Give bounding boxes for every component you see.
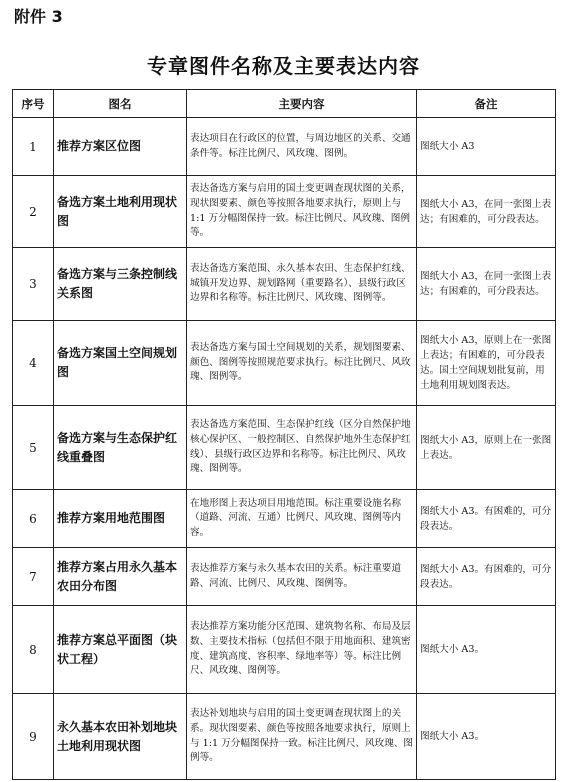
row-number: 1 xyxy=(13,118,54,176)
drawing-remark: 图纸大小 A3，在同一张图上表达；有困难的，可分段表达。 xyxy=(417,176,556,248)
drawing-name: 推荐方案占用永久基本农田分布图 xyxy=(54,548,187,606)
drawing-name: 永久基本农田补划地块土地利用现状图 xyxy=(54,694,187,780)
table-row xyxy=(13,118,556,176)
drawing-content: 表达备选方案与国土空间规划的关系，规划图要素、颜色、图例等按照规范要求执行。标注比例尺、风玫瑰、图例等。 xyxy=(187,321,417,406)
row-number: 4 xyxy=(13,321,54,406)
drawing-name: 推荐方案区位图 xyxy=(54,118,187,176)
drawing-content: 表达备选方案与启用的国土变更调查现状图的关系，现状图要素、颜色等按照各地要求执行，原则上与 1:1 万分幅图保持一致。标注比例尺、风玫瑰、图例等。 xyxy=(187,176,417,248)
row-number: 6 xyxy=(13,490,54,548)
attachment-label: 附件 3 xyxy=(14,7,63,26)
table-row xyxy=(13,176,556,248)
drawing-content: 表达项目在行政区的位置，与周边地区的关系、交通条件等。标注比例尺、风玫瑰、图例。 xyxy=(187,118,417,176)
drawing-content: 表达备选方案范围、永久基本农田、生态保护红线、城镇开发边界、规划路网（重要路名）、县级行政区边界和名称等。标注比例尺、风玫瑰、图例等。 xyxy=(187,248,417,321)
table-row xyxy=(13,490,556,548)
drawing-remark: 图纸大小 A3。 xyxy=(417,606,556,694)
table-row xyxy=(13,694,556,780)
drawing-remark: 图纸大小 A3，原则上在一张图上表达。 xyxy=(417,406,556,490)
drawing-remark: 图纸大小 A3。有困难的，可分段表达。 xyxy=(417,490,556,548)
drawing-content: 在地形图上表达项目用地范围。标注重要设施名称（道路、河流、互通）比例尺、风玫瑰、图例等内容。 xyxy=(187,490,417,548)
drawing-content: 表达补划地块与启用的国土变更调查现状图上的关系。现状图要素、颜色等按照各地要求执行，原则上与 1:1 万分幅图保持一致。标注比例尺、风玫瑰、图例等。 xyxy=(187,694,417,780)
drawing-content: 表达备选方案范围、生态保护红线（区分自然保护地核心保护区、一般控制区、自然保护地外生态保护红线）、县级行政区边界和名称等。标注比例尺、风玫瑰、图例等。 xyxy=(187,406,417,490)
header-no: 序号 xyxy=(13,90,54,118)
row-number: 2 xyxy=(13,176,54,248)
page-title: 专章图件名称及主要表达内容 xyxy=(147,54,420,78)
row-number: 7 xyxy=(13,548,54,606)
drawing-remark: 图纸大小 A3，原则上在一张图上表达；有困难的，可分段表达。国土空间规划批复前，用土地利用规划图表达。 xyxy=(417,321,556,406)
header-content: 主要内容 xyxy=(187,90,417,118)
drawing-remark: 图纸大小 A3 xyxy=(417,118,556,176)
table-header-row xyxy=(13,90,556,118)
drawing-name: 备选方案国土空间规划图 xyxy=(54,321,187,406)
table-row xyxy=(13,321,556,406)
table-row xyxy=(13,606,556,694)
drawing-name: 备选方案土地利用现状图 xyxy=(54,176,187,248)
drawings-table xyxy=(12,89,556,780)
row-number: 3 xyxy=(13,248,54,321)
drawing-content: 表达推荐方案功能分区范围、建筑物名称、布局及层数、主要技术指标（包括但不限于用地面积、建筑密度、建筑高度、容积率、绿地率等）等。标注比例尺、风玫瑰、图例等。 xyxy=(187,606,417,694)
table-row xyxy=(13,406,556,490)
drawing-name: 推荐方案总平面图（块状工程） xyxy=(54,606,187,694)
drawing-name: 备选方案与三条控制线关系图 xyxy=(54,248,187,321)
drawing-remark: 图纸大小 A3。有困难的，可分段表达。 xyxy=(417,548,556,606)
table-row xyxy=(13,548,556,606)
drawing-remark: 图纸大小 A3。 xyxy=(417,694,556,780)
drawing-name: 备选方案与生态保护红线重叠图 xyxy=(54,406,187,490)
header-name: 图名 xyxy=(54,90,187,118)
row-number: 5 xyxy=(13,406,54,490)
row-number: 8 xyxy=(13,606,54,694)
table-row xyxy=(13,248,556,321)
drawing-content: 表达推荐方案与永久基本农田的关系。标注重要道路、河流、比例尺、风玫瑰、图例等。 xyxy=(187,548,417,606)
drawing-name: 推荐方案用地范围图 xyxy=(54,490,187,548)
row-number: 9 xyxy=(13,694,54,780)
header-remark: 备注 xyxy=(417,90,556,118)
drawing-remark: 图纸大小 A3，在同一张图上表达；有困难的，可分段表达。 xyxy=(417,248,556,321)
